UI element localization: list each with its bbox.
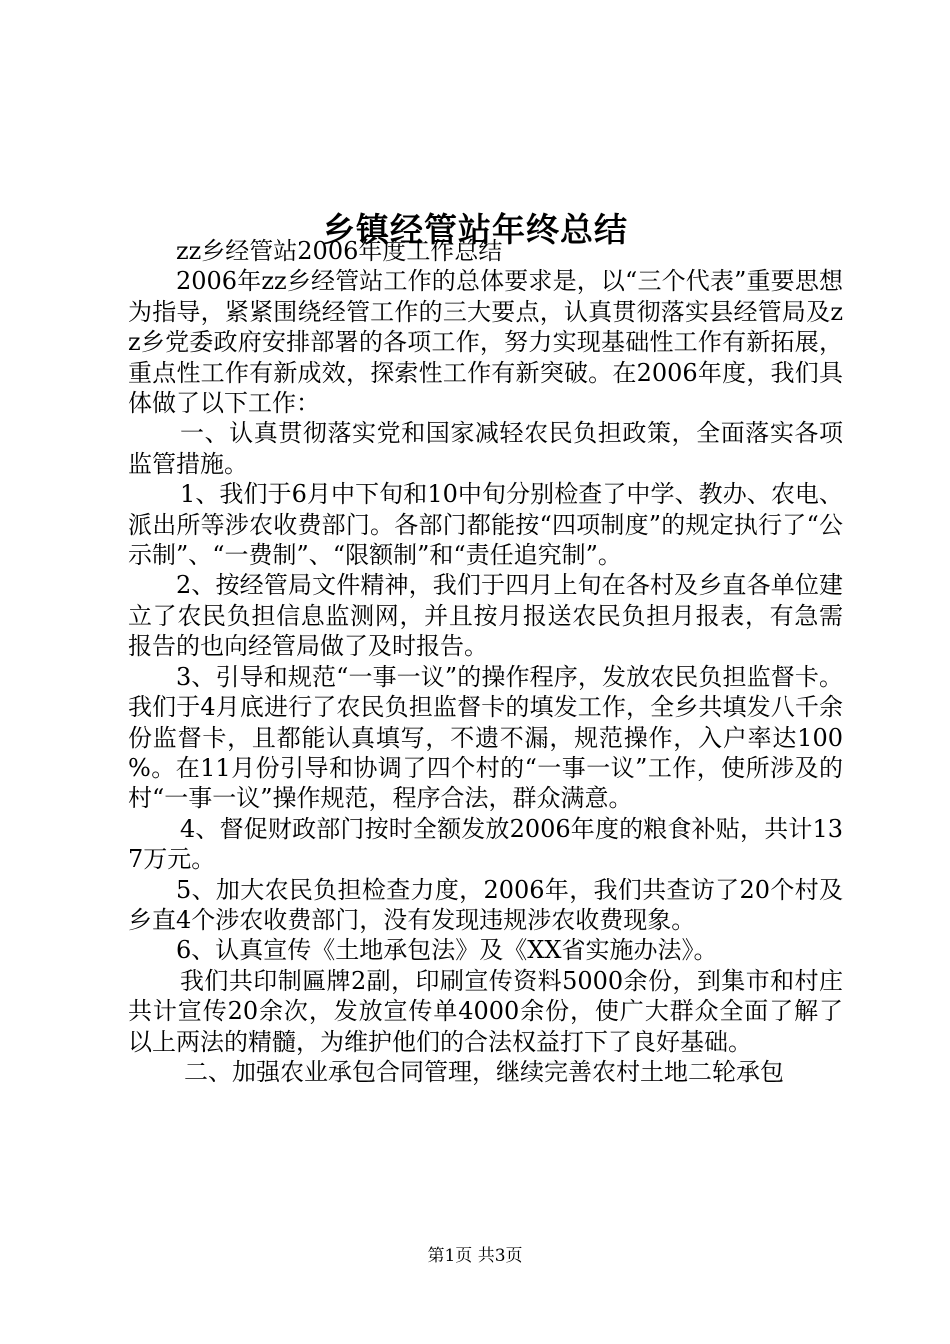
paragraph-section-two-heading: 二、加强农业承包合同管理，继续完善农村土地二轮承包 xyxy=(184,1057,784,1086)
paragraph-item-6: 6、认真宣传《土地承包法》及《XX省实施办法》。 xyxy=(176,936,718,965)
paragraph-intro: 2006年zz乡经管站工作的总体要求是，以“三个代表”重要思想为指导，紧紧围绕经管工作的三大要点，认真贯彻落实县经管局及zz乡党委政府安排部署的各项工作，努力实现基础性工作有新拓展，重点性工作有新成效，探索性工作有新突破。在2006年度，我们具体做了以下工作： xyxy=(128,267,843,418)
page-number-footer: 第1页 共3页 xyxy=(427,1246,523,1266)
paragraph-item-5: 5、加大农民负担检查力度，2006年，我们共查访了20个村及乡直4个涉农收费部门，没有发现违规涉农收费现象。 xyxy=(128,875,843,934)
paragraph-item-1: 1、我们于6月中下旬和10中旬分别检查了中学、教办、农电、派出所等涉农收费部门。各部门都能按“四项制度”的规定执行了“公示制”、“一费制”、“限额制”和“责任追究制”。 xyxy=(128,480,843,570)
paragraph-subtitle: zz乡经管站2006年度工作总结 xyxy=(176,237,503,265)
paragraph-item-3: 3、引导和规范“一事一议”的操作程序，发放农民负担监督卡。我们于4月底进行了农民负担监督卡的填发工作，全乡共填发八千余份监督卡，且都能认真填写，不遗不漏，规范操作，入户率达100%。在11月份引导和协调了四个村的“一事一议”工作，使所涉及的村“一事一议”操作规范，程序合法，群众满意。 xyxy=(128,662,843,813)
paragraph-section-one-heading: 一、认真贯彻落实党和国家减轻农民负担政策，全面落实各项监管措施。 xyxy=(128,419,843,478)
paragraph-item-4: 4、督促财政部门按时全额发放2006年度的粮食补贴，共计137万元。 xyxy=(128,814,843,874)
paragraph-item-2: 2、按经管局文件精神，我们于四月上旬在各村及乡直各单位建立了农民负担信息监测网，并且按月报送农民负担月报表，有急需报告的也向经管局做了及时报告。 xyxy=(128,571,843,661)
document-body xyxy=(128,236,843,1087)
document-title: 乡镇经管站年终总结 xyxy=(322,210,628,250)
paragraph-item-6-detail: 我们共印制匾牌2副，印刷宣传资料5000余份，到集市和村庄共计宣传20余次，发放宣传单4000余份，使广大群众全面了解了以上两法的精髓，为维护他们的合法权益打下了良好基础。 xyxy=(128,966,843,1056)
